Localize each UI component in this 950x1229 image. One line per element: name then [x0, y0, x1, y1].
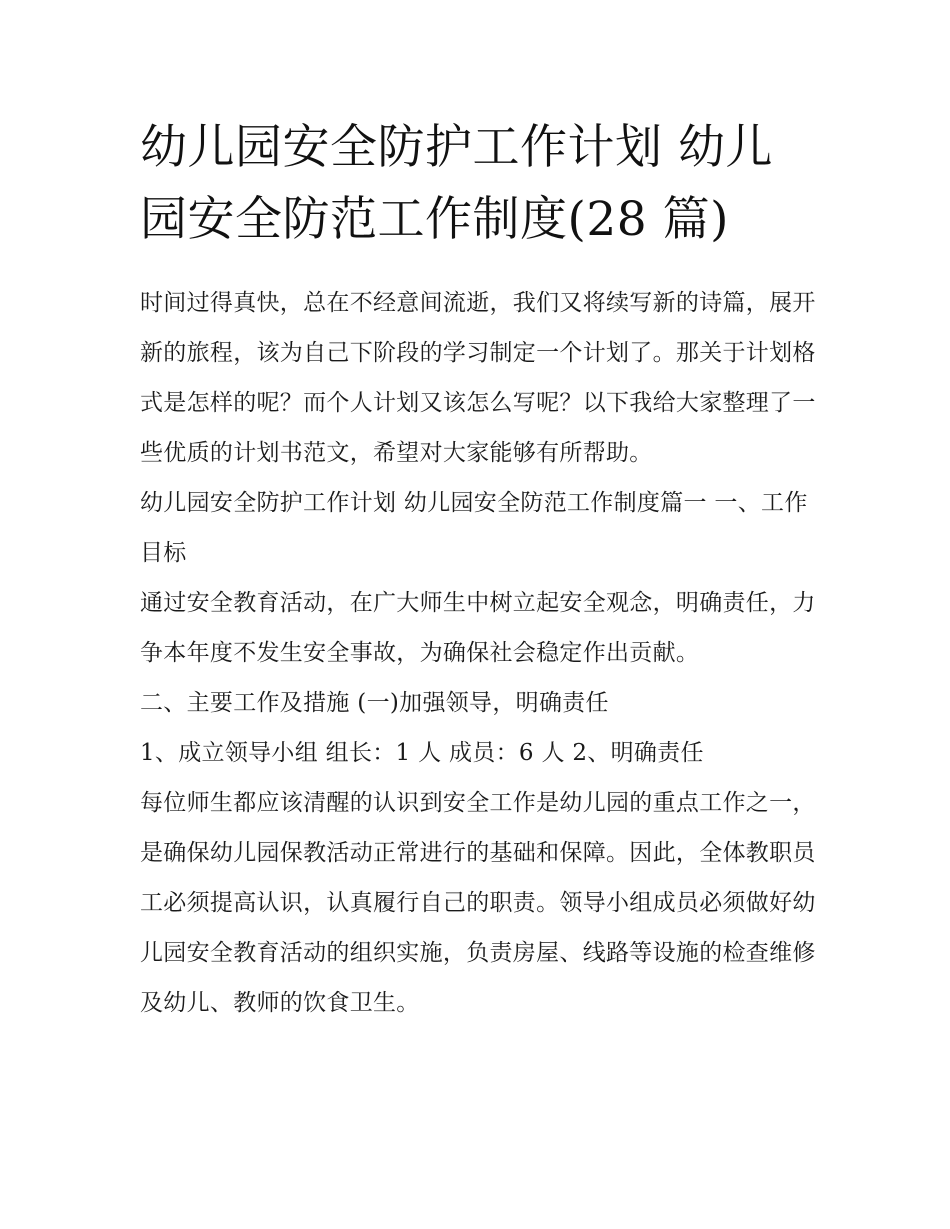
paragraph-intro: 时间过得真快，总在不经意间流逝，我们又将续写新的诗篇，展开新的旅程，该为自己下阶段的学习制定一个计划了。那关于计划格式是怎样的呢？而个人计划又该怎么写呢？以下我给大家整理了一些优质的计划书范文，希望对大家能够有所帮助。	[140, 290, 816, 466]
paragraph-measures-heading: 二、主要工作及措施 (一)加强领导，明确责任	[140, 690, 609, 716]
paragraph-leadership-group: 1、成立领导小组 组长：1 人 成员：6 人 2、明确责任	[140, 740, 704, 766]
paragraph-goal: 通过安全教育活动，在广大师生中树立起安全观念，明确责任，力争本年度不发生安全事故，为确保社会稳定作出贡献。	[140, 590, 816, 666]
paragraph-section-heading: 幼儿园安全防护工作计划 幼儿园安全防范工作制度篇一 一、工作目标	[140, 490, 808, 566]
paragraph-responsibility: 每位师生都应该清醒的认识到安全工作是幼儿园的重点工作之一，是确保幼儿园保教活动正常进行的基础和保障。因此，全体教职员工必须提高认识，认真履行自己的职责。领导小组成员必须做好幼儿园安全教育活动的组织实施，负责房屋、线路等设施的检查维修及幼儿、教师的饮食卫生。	[140, 790, 816, 1016]
document-body	[140, 112, 820, 1028]
document-title: 幼儿园安全防护工作计划 幼儿园安全防范工作制度(28 篇)	[140, 120, 773, 247]
